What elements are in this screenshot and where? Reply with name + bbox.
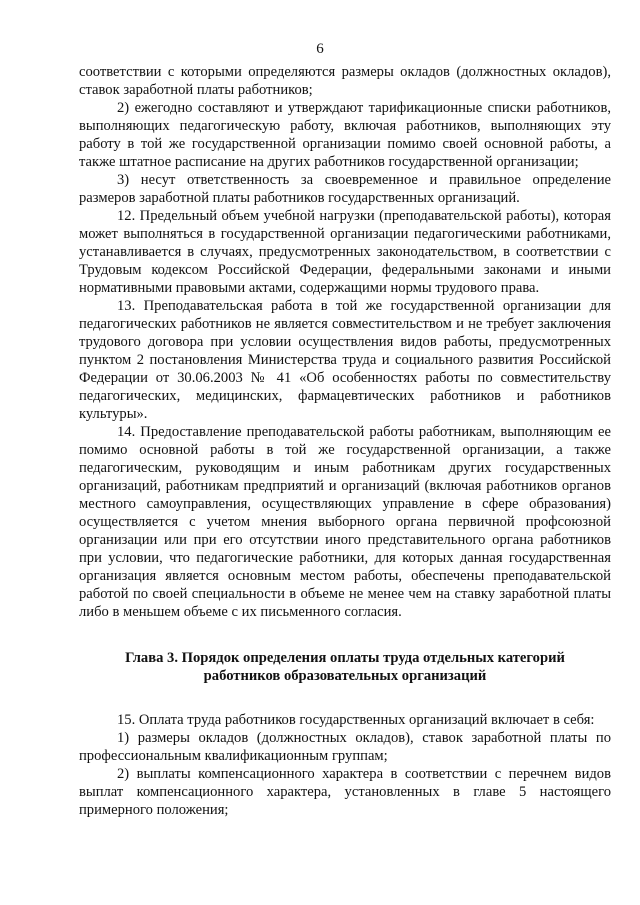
list-item-2: 2) ежегодно составляют и утверждают тарификационные списки работников, выполняющих педагогическую работу, включая работников, выполняющих эту работу в той же государственной организации помимо своей основной работы, а также штатное расписание на других работников государственной организации; <box>79 100 611 170</box>
paragraph-continuation: соответствии с которыми определяются размеры окладов (должностных окладов), ставок заработной платы работников; <box>79 64 611 98</box>
clause-15-item-2: 2) выплаты компенсационного характера в соответствии с перечнем видов выплат компенсационного характера, установленных в главе 5 настоящего примерного положения; <box>79 766 611 818</box>
clause-13: 13. Преподавательская работа в той же государственной организации для педагогических работников не является совместительством и не требует заключения трудового договора при условии осуществления видов работы, предусмотренных пунктом 2 постановления Министерства труда и социального развития Российской Федерации от 30.06.2003 № 41 «Об особенностях работы по совместительству педагогических, медицинских, фармацевтических работников и работников культуры». <box>79 298 611 422</box>
clause-15-item-1: 1) размеры окладов (должностных окладов), ставок заработной платы по профессиональным квалификационным группам; <box>79 730 611 764</box>
chapter-heading-line-1: Глава 3. Порядок определения оплаты труда отдельных категорий <box>125 650 565 666</box>
chapter-heading <box>79 649 611 685</box>
list-item-3: 3) несут ответственность за своевременное и правильное определение размеров заработной платы работников государственных организаций. <box>79 172 611 206</box>
chapter-heading-line-2: работников образовательных организаций <box>203 668 487 684</box>
clause-15: 15. Оплата труда работников государственных организаций включает в себя: <box>117 712 595 728</box>
clause-14: 14. Предоставление преподавательской работы работникам, выполняющим ее помимо основной работы в той же государственной организации, а также педагогическим, руководящим и иным работникам других государственных организаций, работникам предприятий и организаций (включая работников органов местного самоуправления, осуществляющих управление в сфере образования) осуществляется с учетом мнения выборного органа первичной профсоюзной организации или при его отсутствии иного представительного органа работников при условии, что педагогические работники, для которых данная государственная организация является основным местом работы, обеспечены преподавательской работой по своей специальности в объеме не менее чем на ставку заработной платы либо в меньшем объеме с их письменного согласия. <box>79 424 611 620</box>
page-number: 6 <box>316 41 324 57</box>
document-body <box>79 63 611 819</box>
clause-12: 12. Предельный объем учебной нагрузки (преподавательской работы), которая может выполняться в государственной организации педагогическими работниками, устанавливается в случаях, предусмотренных законодательством, в соответствии с Трудовым кодексом Российской Федерации, федеральными законами и иными нормативными правовыми актами, содержащими нормы трудового права. <box>79 208 611 296</box>
